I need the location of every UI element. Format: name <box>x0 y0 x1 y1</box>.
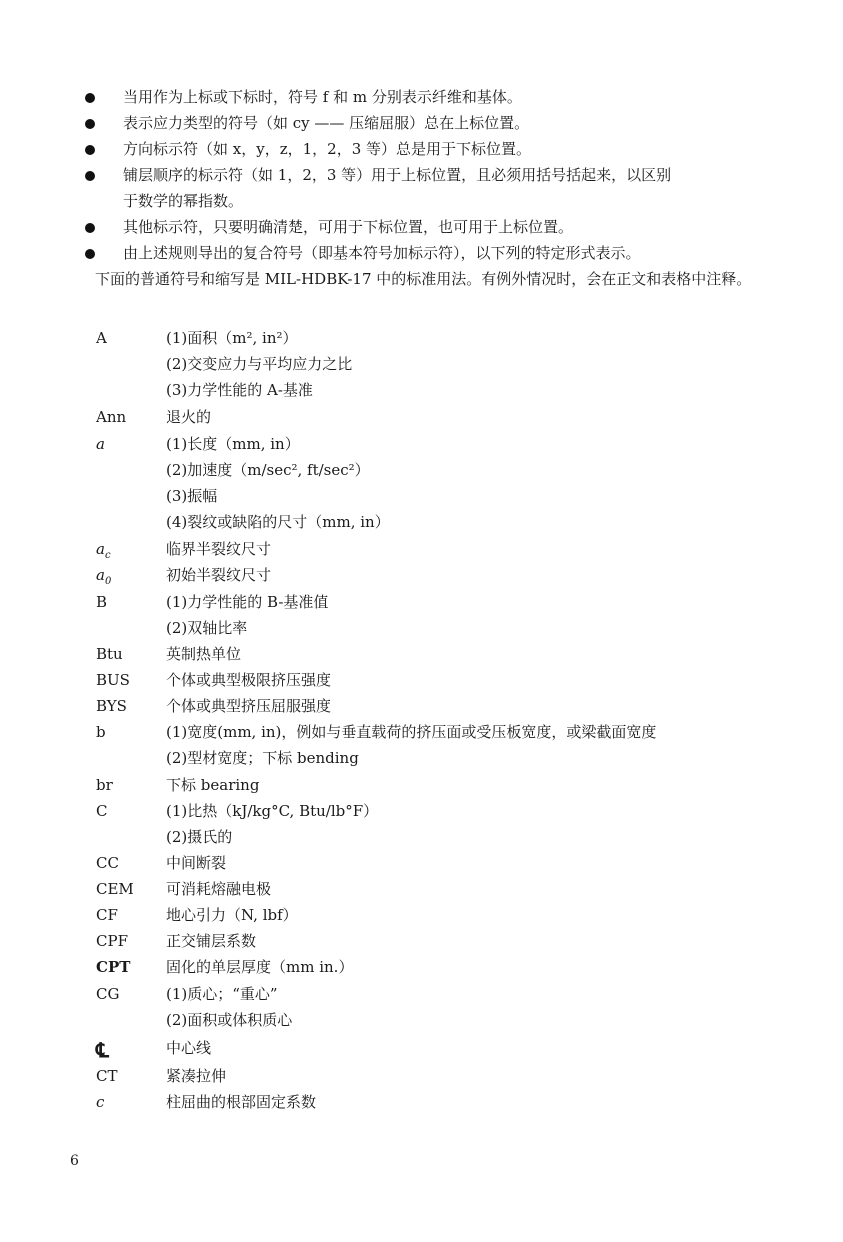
symbol-entry-cont <box>0 745 843 771</box>
definition: (1)比热（kJ/kg°C, Btu/lb°F） <box>166 802 379 820</box>
bullet-item <box>85 136 765 162</box>
bullet-item <box>85 110 765 136</box>
definition: 下标 bearing <box>166 776 260 794</box>
bullet-continuation <box>85 188 765 214</box>
bullet-text: 于数学的幂指数。 <box>123 192 244 210</box>
symbol-entry-cont <box>0 509 843 535</box>
bullet-item <box>85 214 765 240</box>
symbol-entry <box>0 928 843 954</box>
symbol: a <box>96 435 105 453</box>
symbol-entry <box>0 719 843 745</box>
bullet-text: 表示应力类型的符号（如 cy —— 压缩屈服）总在上标位置。 <box>123 114 530 132</box>
definition: 紧凑拉伸 <box>166 1067 227 1085</box>
symbol-base: a <box>96 566 105 584</box>
bullet-dot <box>85 223 95 233</box>
definition: (2)型材宽度；下标 bending <box>166 749 359 767</box>
definition: (3)力学性能的 A-基准 <box>166 381 313 399</box>
symbol-entry-cont <box>0 457 843 483</box>
bullet-item <box>85 240 765 266</box>
definition: (1)宽度(mm, in)，例如与垂直载荷的挤压面或受压板宽度，或梁截面宽度 <box>166 723 657 741</box>
symbol: c <box>96 1093 105 1111</box>
symbol-entry-cont <box>0 377 843 403</box>
symbol: CPF <box>96 932 128 950</box>
symbol-entry <box>0 667 843 693</box>
symbol-entry-cont <box>0 1007 843 1033</box>
definition: 地心引力（N, lbf） <box>166 906 298 924</box>
symbol-entry <box>0 431 843 457</box>
definition: 可消耗熔融电极 <box>166 880 272 898</box>
symbol: A <box>96 329 107 347</box>
symbol-entry <box>0 325 843 351</box>
symbol-entry <box>0 798 843 824</box>
definition: (1)长度（mm, in） <box>166 435 300 453</box>
definition: (2)加速度（m/sec², ft/sec²） <box>166 461 370 479</box>
definition: 柱屈曲的根部固定系数 <box>166 1093 317 1111</box>
definition: 初始半裂纹尺寸 <box>166 566 272 584</box>
definition: 个体或典型极限挤压强度 <box>166 671 332 689</box>
definition: (2)面积或体积质心 <box>166 1011 293 1029</box>
symbol-entry-cont <box>0 824 843 850</box>
bullet-text: 当用作为上标或下标时，符号 f 和 m 分别表示纤维和基体。 <box>123 88 522 106</box>
definition: (2)摄氏的 <box>166 828 233 846</box>
symbol: CC <box>96 854 119 872</box>
symbol: br <box>96 776 113 794</box>
symbol: Ann <box>96 408 127 426</box>
symbol: BYS <box>96 697 127 715</box>
symbol-entry <box>0 772 843 798</box>
definition: 退火的 <box>166 408 212 426</box>
symbol: B <box>96 593 108 611</box>
symbol-entry <box>0 589 843 615</box>
definition: (2)双轴比率 <box>166 619 248 637</box>
definition: (1)面积（m², in²） <box>166 329 298 347</box>
symbol: CEM <box>96 880 134 898</box>
intro-paragraph: 下面的普通符号和缩写是 MIL-HDBK-17 中的标准用法。有例外情况时，会在正文和表格中注释。 <box>95 270 752 288</box>
bullet-dot <box>85 93 95 103</box>
symbol-entry <box>0 902 843 928</box>
symbol-entry <box>0 562 843 588</box>
symbol: CG <box>96 985 120 1003</box>
bullet-text: 其他标示符，只要明确清楚，可用于下标位置，也可用于上标位置。 <box>123 218 574 236</box>
definition: 中间断裂 <box>166 854 227 872</box>
bullet-text: 方向标示符（如 x，y，z，1，2，3 等）总是用于下标位置。 <box>123 140 532 158</box>
bullet-item <box>85 84 765 110</box>
definition: (4)裂纹或缺陷的尺寸（mm, in） <box>166 513 390 531</box>
definition: 英制热单位 <box>166 645 242 663</box>
definition: 固化的单层厚度（mm in.） <box>166 958 354 976</box>
symbol-entry <box>0 404 843 430</box>
bullet-dot <box>85 145 95 155</box>
page-number: 6 <box>70 1153 79 1169</box>
symbol-entry <box>0 641 843 667</box>
symbol: CPT <box>96 958 131 976</box>
symbol: CT <box>96 1067 118 1085</box>
symbol-entry <box>0 954 843 980</box>
symbol: C <box>96 802 108 820</box>
bullet-text: 由上述规则导出的复合符号（即基本符号加标示符），以下列的特定形式表示。 <box>123 244 641 262</box>
bullet-dot <box>85 171 95 181</box>
bullet-dot <box>85 119 95 129</box>
symbol-subscript: c <box>104 550 111 561</box>
symbol <box>96 1035 156 1063</box>
symbol-entry-cont <box>0 615 843 641</box>
symbol-entry <box>0 876 843 902</box>
definition: (2)交变应力与平均应力之比 <box>166 355 353 373</box>
symbol-entry <box>0 981 843 1007</box>
symbol-entry <box>0 850 843 876</box>
bullet-dot <box>85 249 95 259</box>
definition: 个体或典型挤压屈服强度 <box>166 697 332 715</box>
symbol-entry <box>0 693 843 719</box>
symbol: BUS <box>96 671 130 689</box>
symbol: CF <box>96 906 118 924</box>
symbol: Btu <box>96 645 123 663</box>
symbol-entry-cont <box>0 351 843 377</box>
definition: (1)质心；“重心” <box>166 985 278 1003</box>
definition: 正交铺层系数 <box>166 932 257 950</box>
symbol: b <box>96 723 106 741</box>
definition: 中心线 <box>166 1039 212 1057</box>
definition: 临界半裂纹尺寸 <box>166 540 272 558</box>
symbol-entry <box>0 1035 843 1061</box>
definition: (3)振幅 <box>166 487 218 505</box>
symbol-entry <box>0 1063 843 1089</box>
symbol-subscript: 0 <box>104 576 112 587</box>
symbol-entry <box>0 536 843 562</box>
bullet-text: 铺层顺序的标示符（如 1，2，3 等）用于上标位置，且必须用括号括起来，以区别 <box>123 166 672 184</box>
symbol-entry <box>0 1089 843 1115</box>
symbol-entry-cont <box>0 483 843 509</box>
centerline-icon: ℄ <box>96 1038 109 1062</box>
definition: (1)力学性能的 B-基准值 <box>166 593 329 611</box>
symbol-base: a <box>96 540 105 558</box>
bullet-item <box>85 162 765 188</box>
